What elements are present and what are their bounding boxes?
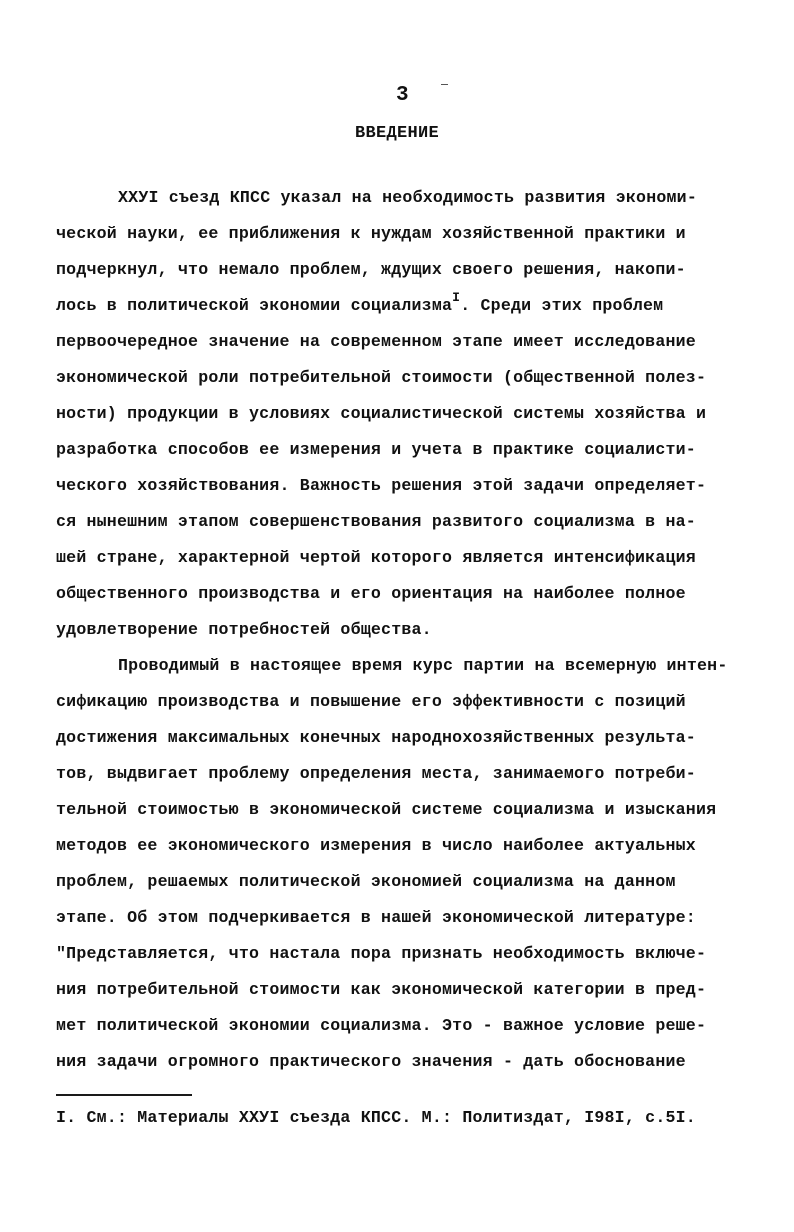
text-line-with-footnote	[56, 288, 756, 324]
section-heading: ВВЕДЕНИЕ	[354, 124, 439, 143]
text-line: удовлетворение потребностей общества.	[56, 620, 432, 639]
body-text	[56, 180, 756, 1080]
text-line: Проводимый в настоящее время курс партии на всемерную интен-	[118, 656, 728, 675]
text-line: ХХУI съезд КПСС указал на необходимость развития экономи-	[118, 188, 697, 207]
text-line: сификацию производства и повышение его эффективности с позиций	[56, 692, 686, 711]
stray-mark	[441, 84, 448, 85]
text-line: первоочередное значение на современном этапе имеет исследование	[56, 332, 696, 351]
text-line: ческой науки, ее приближения к нуждам хозяйственной практики и	[56, 224, 686, 243]
text-line: достижения максимальных конечных народнохозяйственных результа-	[56, 728, 696, 747]
text-line: общественного производства и его ориентация на наиболее полное	[56, 584, 686, 603]
text-line: шей стране, характерной чертой которого является интенсификация	[56, 548, 696, 567]
text-line: ния задачи огромного практического значения - дать обоснование	[56, 1052, 686, 1071]
text-line: экономической роли потребительной стоимости (общественной полез-	[56, 368, 707, 387]
text-line: тельной стоимостью в экономической системе социализма и изыскания	[56, 800, 717, 819]
text-segment: лось в политической экономии социализма	[56, 296, 453, 315]
page-number: 3	[396, 84, 409, 107]
footnote: I. См.: Материалы ХХУI съезда КПСС. М.: Политиздат, I98I, с.5I.	[56, 1108, 696, 1127]
text-line: мет политической экономии социализма. Это - важное условие реше-	[56, 1016, 707, 1035]
text-line: проблем, решаемых политической экономией социализма на данном	[56, 872, 676, 891]
text-line: ся нынешним этапом совершенствования развитого социализма в на-	[56, 512, 696, 531]
footnote-reference: I	[452, 290, 461, 306]
text-line: "Представляется, что настала пора признать необходимость включе-	[56, 944, 707, 963]
text-line: подчеркнул, что немало проблем, ждущих своего решения, накопи-	[56, 260, 686, 279]
text-line: ния потребительной стоимости как экономической категории в пред-	[56, 980, 707, 999]
footnote-divider	[56, 1094, 192, 1096]
text-line: тов, выдвигает проблему определения места, занимаемого потреби-	[56, 764, 696, 783]
text-line: этапе. Об этом подчеркивается в нашей экономической литературе:	[56, 908, 696, 927]
text-segment: . Среди этих проблем	[460, 296, 664, 315]
text-line: методов ее экономического измерения в число наиболее актуальных	[56, 836, 696, 855]
text-line: разработка способов ее измерения и учета в практике социалисти-	[56, 440, 696, 459]
text-line: ческого хозяйствования. Важность решения этой задачи определяет-	[56, 476, 707, 495]
text-line: ности) продукции в условиях социалистической системы хозяйства и	[56, 404, 707, 423]
